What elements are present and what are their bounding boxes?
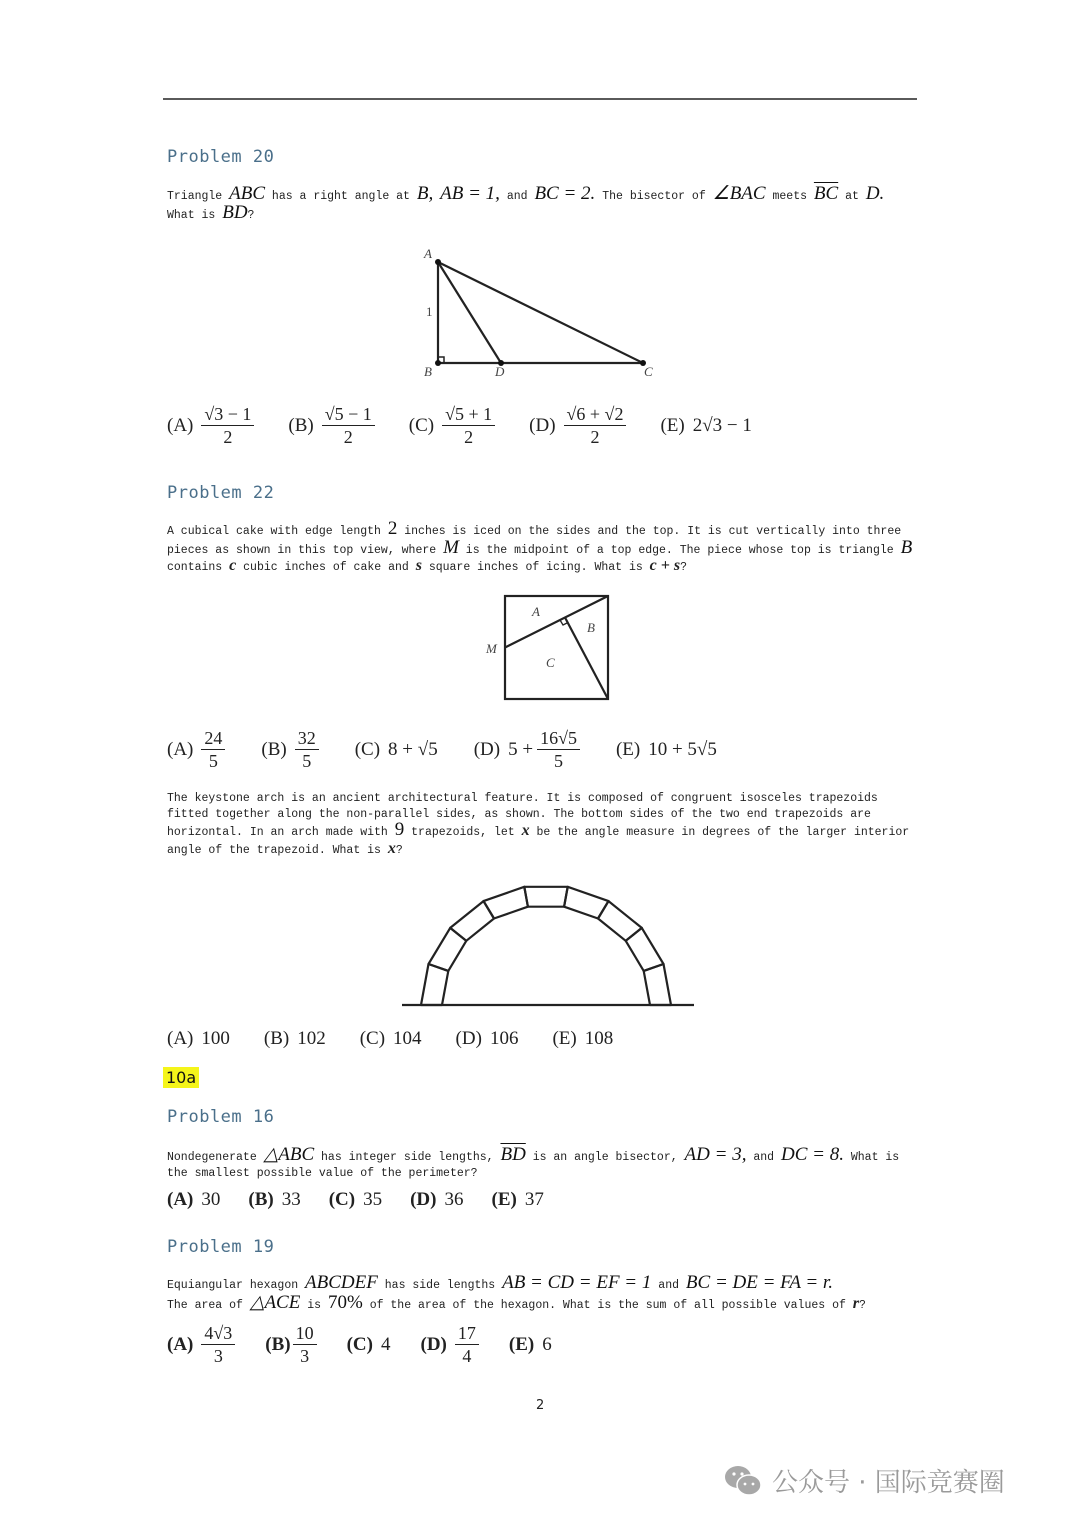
label-d: D: [495, 364, 505, 379]
choice-c[interactable]: (C) 8 + √5: [354, 738, 438, 760]
arch-trapezoid: [524, 887, 567, 907]
problem-19-choices: [167, 1322, 588, 1367]
problem-16-text: Nondegenerate △ABC has integer side lengths, $\overline{BD}$ is an angle bisector, AD = 3, and DC = 8. What is the smallest possible value of the perimeter?: [167, 1144, 900, 1180]
choice-e[interactable]: (E) 108: [552, 1028, 614, 1049]
choice-a[interactable]: (A) $\frac{24}{5}$: [167, 727, 225, 772]
choice-b[interactable]: (B) 33: [248, 1189, 301, 1210]
problem-20-text: Triangle ABC has a right angle at B, AB = 1, and BC = 2. The bisector of ∠BAC meets $\overline{BC}$ at D. What is BD?: [167, 183, 885, 223]
label-b: B: [587, 620, 595, 635]
choice-e[interactable]: (E) 37: [491, 1189, 544, 1210]
choice-d[interactable]: (D) $\frac{17}{4}$: [421, 1322, 479, 1367]
choice-c[interactable]: (C) $\frac{√5 + 1}{2}$: [409, 403, 495, 448]
label-b: B: [424, 364, 432, 379]
choice-e[interactable]: (E) 10 + 5√5: [615, 738, 717, 760]
wechat-icon: [724, 1464, 762, 1498]
point-b: [435, 360, 441, 366]
choice-c[interactable]: (C) 104: [359, 1028, 422, 1049]
choice-d[interactable]: (D) 5 + $\frac{16√5}{5}$: [474, 727, 580, 772]
choice-e[interactable]: (E) 2√3 − 1: [660, 414, 752, 436]
problem-22-heading: Problem 22: [167, 483, 275, 503]
keystone-problem-text: The keystone arch is an ancient architectural feature. It is composed of congruent isosceles trapezoids fitted together along the non-parallel sides, as shown. The bottom sides of the two end trapezoids are horizontal. In an arch made with 9 trapezoids, let x be the angle measure in degrees of the larger interior angle of the trapezoid. What is x?: [167, 792, 910, 858]
label-ab-length: 1: [426, 304, 433, 319]
label-a: A: [532, 604, 540, 619]
label-a: A: [424, 246, 432, 261]
problem-19-text: Equiangular hexagon ABCDEF has side lengths AB = CD = EF = 1 and BC = DE = FA = r. The area of △ACE is 70% of the area of the hexagon. What is the sum of all possible values of r?: [167, 1272, 866, 1313]
keystone-choices: [167, 1028, 649, 1050]
problem-19-heading: Problem 19: [167, 1237, 275, 1257]
choice-d[interactable]: (D) $\frac{√6 + √2}{2}$: [529, 403, 626, 448]
watermark: [724, 1462, 1005, 1499]
problem-16-heading: Problem 16: [167, 1107, 275, 1127]
arch-trapezoid: [644, 964, 671, 1005]
choice-d[interactable]: (D) 106: [455, 1028, 519, 1049]
choice-e[interactable]: (E) 6: [508, 1333, 552, 1355]
problem-22-choices: [167, 727, 753, 772]
header-rule: [163, 98, 917, 100]
keystone-arch-figure: [398, 875, 698, 1010]
problem-16-choices: [167, 1189, 580, 1211]
section-tag-10a: 10a: [163, 1067, 199, 1088]
choice-b[interactable]: (B) 102: [263, 1028, 326, 1049]
label-c: C: [644, 364, 653, 379]
problem-20-choices: [167, 403, 788, 448]
point-a: [435, 259, 441, 265]
choice-d[interactable]: (D) 36: [410, 1189, 464, 1210]
arch-trapezoid: [598, 901, 642, 941]
arch-trapezoids: [421, 887, 671, 1005]
page-number: 2: [536, 1398, 545, 1413]
choice-a[interactable]: (A) 100: [167, 1028, 230, 1049]
cake-top-view-figure: [480, 592, 615, 704]
choice-b[interactable]: (B) $\frac{√5 - 1}{2}$: [288, 403, 374, 448]
choice-c[interactable]: (C) 35: [328, 1189, 383, 1210]
choice-a[interactable]: (A) $\frac{4√3}{3}$: [167, 1322, 235, 1367]
choice-b[interactable]: (B) $\frac{32}{5}$: [261, 727, 318, 772]
triangle-abc-figure: [415, 243, 665, 383]
choice-a[interactable]: (A) $\frac{√3 - 1}{2}$: [167, 403, 254, 448]
problem-20-heading: Problem 20: [167, 147, 275, 167]
label-m: M: [486, 641, 497, 656]
label-c: C: [546, 655, 555, 670]
arch-trapezoid: [484, 887, 528, 919]
watermark-label: 公众号 · 国际竞赛圈: [772, 1468, 1005, 1498]
arch-trapezoid: [626, 928, 664, 971]
cake-square: [505, 596, 608, 699]
choice-b[interactable]: (B) $\frac{10}{3}$: [265, 1322, 316, 1367]
problem-22-text: A cubical cake with edge length 2 inches is iced on the sides and the top. It is cut vertically into three pieces as shown in this top view, where M is the midpoint of a top edge. The piece whose top is triangle B contains c cubic inches of cake and s square inches of icing. What is c + s?: [167, 518, 913, 574]
choice-c[interactable]: (C) 4: [346, 1333, 391, 1355]
arch-trapezoid: [429, 928, 467, 971]
choice-a[interactable]: (A) 30: [167, 1189, 221, 1210]
